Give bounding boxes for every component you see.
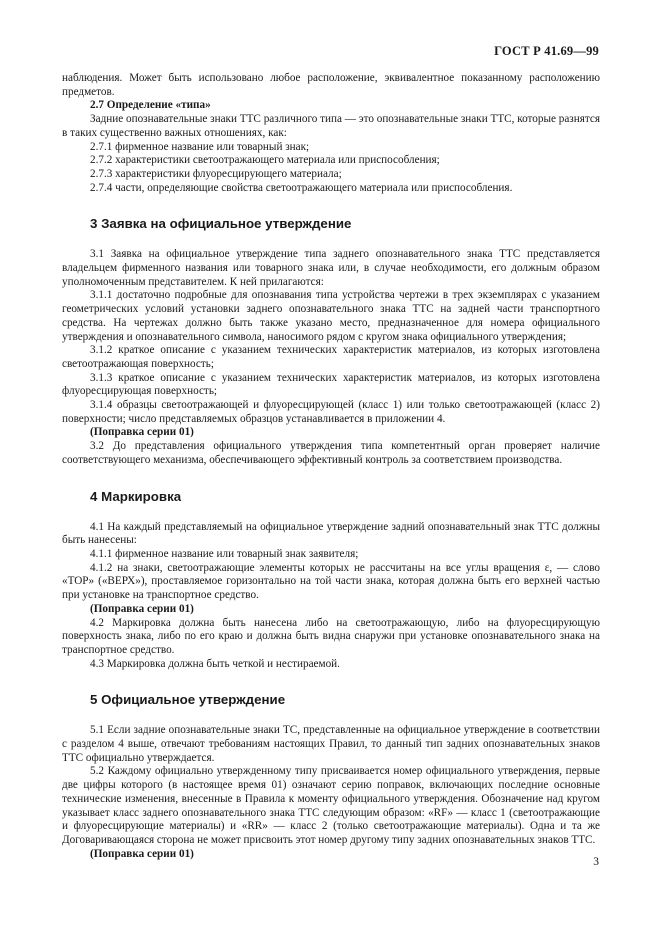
subheading: (Поправка серии 01) bbox=[90, 602, 194, 615]
paragraph: 2.7.4 части, определяющие свойства светоотражающего материала или приспособления. bbox=[90, 181, 513, 194]
paragraph: 2.7.3 характеристики флуоресцирующего материала; bbox=[90, 167, 342, 180]
subheading: (Поправка серии 01) bbox=[90, 847, 194, 860]
section-heading: 5 Официальное утверждение bbox=[90, 692, 286, 708]
paragraph: 3.1.3 краткое описание с указанием технических характеристик материалов, из которых изготовлена флуоресцирующая поверхность; bbox=[62, 371, 600, 398]
page-number: 3 bbox=[593, 856, 599, 868]
section-heading: 3 Заявка на официальное утверждение bbox=[90, 216, 352, 232]
document-code: ГОСТ Р 41.69—99 bbox=[494, 44, 599, 58]
paragraph: 5.1 Если задние опознавательные знаки ТС, представленные на официальное утверждение в соответствии с разделом 4 выше, отвечают требованиям настоящих Правил, то данный тип задних опознавательных знаков ТТС официально утверждается. bbox=[62, 724, 600, 764]
paragraph: наблюдения. Может быть использовано любое расположение, эквивалентное показанному расположению предметов. bbox=[62, 72, 600, 98]
paragraph: 4.1.2 на знаки, светоотражающие элементы которых не рассчитаны на все углы вращения ε, — слово «TOP» («ВЕРХ»), проставляемое горизонтально на той части знака, которая должна быть его верхней частью при установке на транспортное средство. bbox=[62, 561, 600, 602]
paragraph: 4.1 На каждый представляемый на официальное утверждение задний опознавательный знак ТТС должны быть нанесены: bbox=[62, 520, 600, 547]
document-body bbox=[62, 72, 600, 861]
paragraph: 3.1 Заявка на официальное утверждение типа заднего опознавательного знака ТТС представляется владельцем фирменного названия или товарного знака или, в случае необходимости, его должным образом уполномоченным представителем. К ней прилагаются: bbox=[62, 248, 600, 288]
paragraph: 3.1.2 краткое описание с указанием технических характеристик материалов, из которых изготовлена светоотражающая поверхность; bbox=[62, 344, 600, 370]
paragraph: 4.1.1 фирменное название или товарный знак заявителя; bbox=[90, 547, 359, 560]
paragraph: 2.7.2 характеристики светоотражающего материала или приспособления; bbox=[90, 154, 440, 167]
paragraph: 2.7.1 фирменное название или товарный знак; bbox=[90, 140, 310, 153]
paragraph: 3.2 До представления официального утверждения типа компетентный орган проверяет наличие соответствующего механизма, обеспечивающего эффективный контроль за соответствием производства. bbox=[62, 440, 600, 466]
paragraph: 4.2 Маркировка должна быть нанесена либо на светоотражающую, либо на флуоресцирующую поверхность знака, либо по его краю и должна быть видна снаружи при установке опознавательного знака на транспортное средство. bbox=[62, 616, 600, 656]
paragraph: 5.2 Каждому официально утвержденному типу присваивается номер официального утверждения, первые две цифры которого (в настоящее время 01) означают серию поправок, включающих последние основные технические изменения, внесенные в Правила к моменту официального утверждения. Обозначение над кругом указывает класс заднего опознавательного знака ТТС следующим образом: «RF» — класс 1 (светоотражающие и флуоресцирующие материалы) и «RR» — класс 2 (только светоотражающие материалы). Одна и та же Договаривающаяся сторона не может присвоить этот номер другому типу задних опознавательных знаков ТТС. bbox=[62, 765, 600, 846]
subheading: 2.7 Определение «типа» bbox=[90, 99, 211, 112]
section-heading: 4 Маркировка bbox=[90, 488, 182, 504]
subheading: (Поправка серии 01) bbox=[90, 426, 194, 439]
paragraph: 4.3 Маркировка должна быть четкой и нестираемой. bbox=[90, 657, 340, 670]
paragraph: 3.1.1 достаточно подробные для опознавания типа устройства чертежи в трех экземплярах с указанием геометрических условий установки заднего опознавательного знака ТТС на задней части транспортного средства. На чертежах должно быть также указано место, предназначенное для номера официального утверждения и опознавательного символа, наносимого рядом с кругом знака официального утверждения; bbox=[62, 289, 600, 343]
paragraph: 3.1.4 образцы светоотражающей и флуоресцирующей (класс 1) или только светоотражающей (класс 2) поверхности; число представляемых образцов устанавливается в приложении 4. bbox=[62, 399, 600, 425]
paragraph: Задние опознавательные знаки ТТС различного типа — это опознавательные знаки ТТС, которые разнятся в таких существенно важных отношениях, как: bbox=[62, 113, 600, 139]
